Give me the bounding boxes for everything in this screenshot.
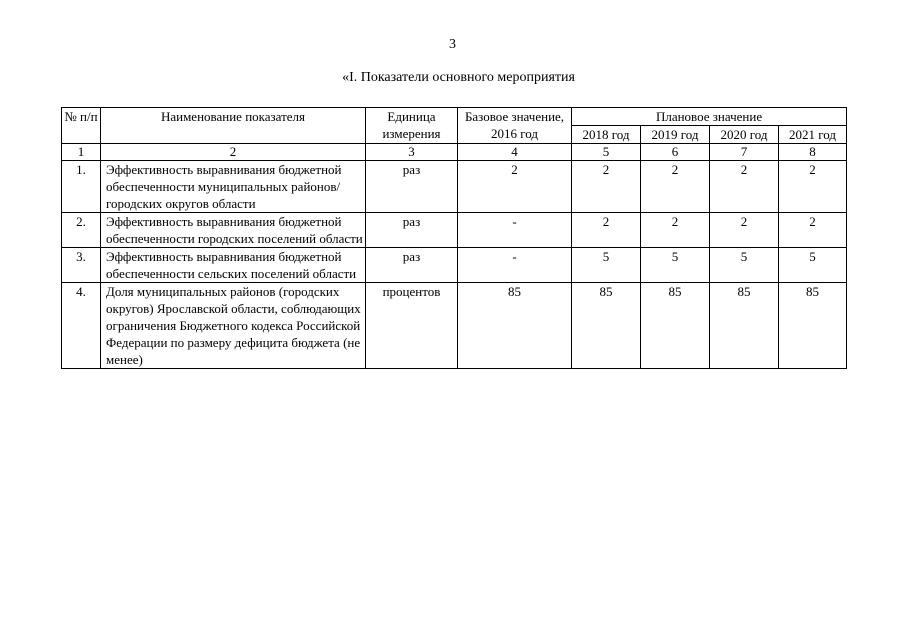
column-number: 1 <box>62 144 101 161</box>
row-value-2021: 85 <box>779 283 847 369</box>
header-planned: Плановое значение <box>572 108 847 126</box>
table-row <box>62 248 847 283</box>
row-value-2019: 5 <box>641 248 710 283</box>
indicators-table <box>61 107 847 369</box>
column-number: 2 <box>101 144 366 161</box>
section-title: «I. Показатели основного мероприятия <box>342 70 575 85</box>
row-value-2018: 2 <box>572 213 641 248</box>
row-num: 2. <box>62 213 101 248</box>
row-num: 3. <box>62 248 101 283</box>
header-num: № п/п <box>62 108 101 144</box>
column-number: 3 <box>366 144 458 161</box>
row-base-value: 2 <box>458 161 572 213</box>
row-unit: раз <box>366 213 458 248</box>
header-unit: Единица измерения <box>366 108 458 144</box>
row-num: 1. <box>62 161 101 213</box>
table-row <box>62 161 847 213</box>
row-value-2020: 2 <box>710 213 779 248</box>
column-number: 6 <box>641 144 710 161</box>
page-number: 3 <box>449 37 456 52</box>
row-value-2018: 85 <box>572 283 641 369</box>
row-value-2021: 2 <box>779 213 847 248</box>
row-indicator-name: Доля муниципальных районов (городских округов) Ярославской области, соблюдающих ограничения Бюджетного кодекса Российской Федерации по размеру дефицита бюджета (не менее) <box>101 283 366 369</box>
row-num: 4. <box>62 283 101 369</box>
column-numbers-row <box>62 144 847 161</box>
row-base-value: - <box>458 213 572 248</box>
row-value-2020: 2 <box>710 161 779 213</box>
row-value-2019: 2 <box>641 213 710 248</box>
row-indicator-name: Эффективность выравнивания бюджетной обеспеченности муниципальных районов/городских округов области <box>101 161 366 213</box>
row-value-2020: 85 <box>710 283 779 369</box>
header-base: Базовое значение, 2016 год <box>458 108 572 144</box>
row-value-2018: 5 <box>572 248 641 283</box>
row-unit: раз <box>366 161 458 213</box>
row-unit: раз <box>366 248 458 283</box>
row-indicator-name: Эффективность выравнивания бюджетной обеспеченности городских поселений области <box>101 213 366 248</box>
column-number: 5 <box>572 144 641 161</box>
row-value-2018: 2 <box>572 161 641 213</box>
table-row <box>62 213 847 248</box>
row-base-value: - <box>458 248 572 283</box>
header-year-2019: 2019 год <box>641 126 710 144</box>
column-number: 7 <box>710 144 779 161</box>
header-year-2018: 2018 год <box>572 126 641 144</box>
row-value-2021: 5 <box>779 248 847 283</box>
header-year-2021: 2021 год <box>779 126 847 144</box>
table-row <box>62 283 847 369</box>
header-year-2020: 2020 год <box>710 126 779 144</box>
row-value-2019: 2 <box>641 161 710 213</box>
row-value-2019: 85 <box>641 283 710 369</box>
row-value-2020: 5 <box>710 248 779 283</box>
header-row <box>62 108 847 126</box>
column-number: 4 <box>458 144 572 161</box>
header-name: Наименование показателя <box>101 108 366 144</box>
column-number: 8 <box>779 144 847 161</box>
row-unit: процентов <box>366 283 458 369</box>
row-value-2021: 2 <box>779 161 847 213</box>
row-indicator-name: Эффективность выравнивания бюджетной обеспеченности сельских поселений области <box>101 248 366 283</box>
row-base-value: 85 <box>458 283 572 369</box>
